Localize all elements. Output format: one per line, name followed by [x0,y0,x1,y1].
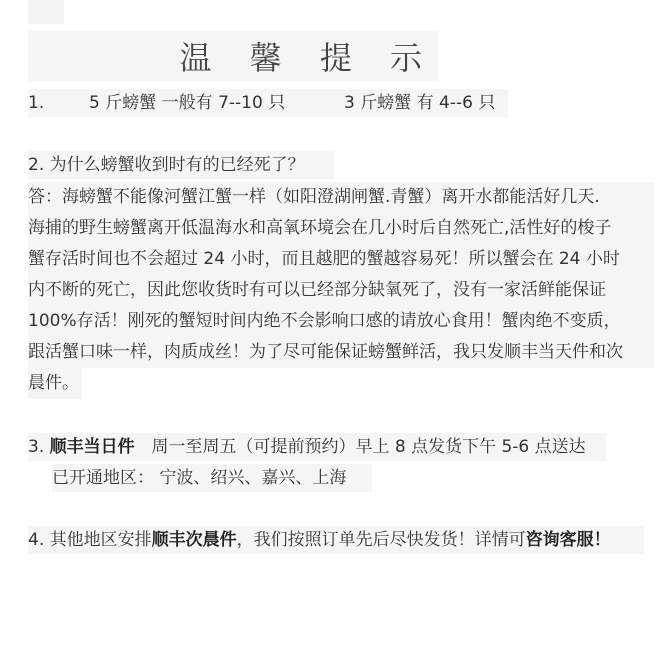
item-4-prefix: 4. 其他地区安排 [28,530,152,550]
item-1-line [28,89,508,117]
item-4-line [28,526,644,554]
item-2-answer [28,182,654,399]
item-1-five-jin: 5 斤螃蟹 一般有 7--10 只 [89,93,286,113]
item-3-service-name: 顺丰当日件 [49,437,135,457]
item-1-three-jin: 3 斤螃蟹 有 4--6 只 [344,93,496,113]
item-1-number: 1. [28,93,45,113]
item-3-number: 3. [28,437,45,457]
answer-line-4: 内不断的死亡，因此您收货时有可以已经部分缺氧死了，没有一家活鲜能保证 [28,275,654,306]
item-3-areas: 已开通地区： 宁波、绍兴、嘉兴、上海 [52,464,372,492]
item-2-question: 2. 为什么螃蟹收到时有的已经死了？ [28,151,334,179]
answer-line-6: 跟活蟹口味一样，肉质成丝！为了尽可能保证螃蟹鲜活，我只发顺丰当天件和次 [28,337,654,368]
item-4-middle: ，我们按照订单先后尽快发货！详情可 [236,530,526,550]
item-3-schedule: 周一至周五（可提前预约）早上 8 点发货下午 5-6 点送达 [151,437,586,457]
answer-line-5: 100%存活！刚死的蟹短时间内绝不会影响口感的请放心食用！蟹肉绝不变质， [28,306,654,337]
answer-line-1: 答：海螃蟹不能像河蟹江蟹一样（如阳澄湖闸蟹.青蟹）离开水都能活好几天. [28,182,654,213]
corner-decoration [28,0,64,24]
answer-line-2: 海捕的野生螃蟹离开低温海水和高氧环境会在几小时后自然死亡,活性好的梭子 [28,213,654,244]
answer-line-7: 晨件。 [28,368,82,399]
item-3-line [28,433,606,461]
item-4-contact-service: 咨询客服！ [525,530,611,550]
item-4-next-morning-service: 顺丰次晨件 [151,530,237,550]
answer-line-3: 蟹存活时间也不会超过 24 小时，而且越肥的蟹越容易死！所以蟹会在 24 小时 [28,244,654,275]
page-title: 温 馨 提 示 [28,31,438,81]
